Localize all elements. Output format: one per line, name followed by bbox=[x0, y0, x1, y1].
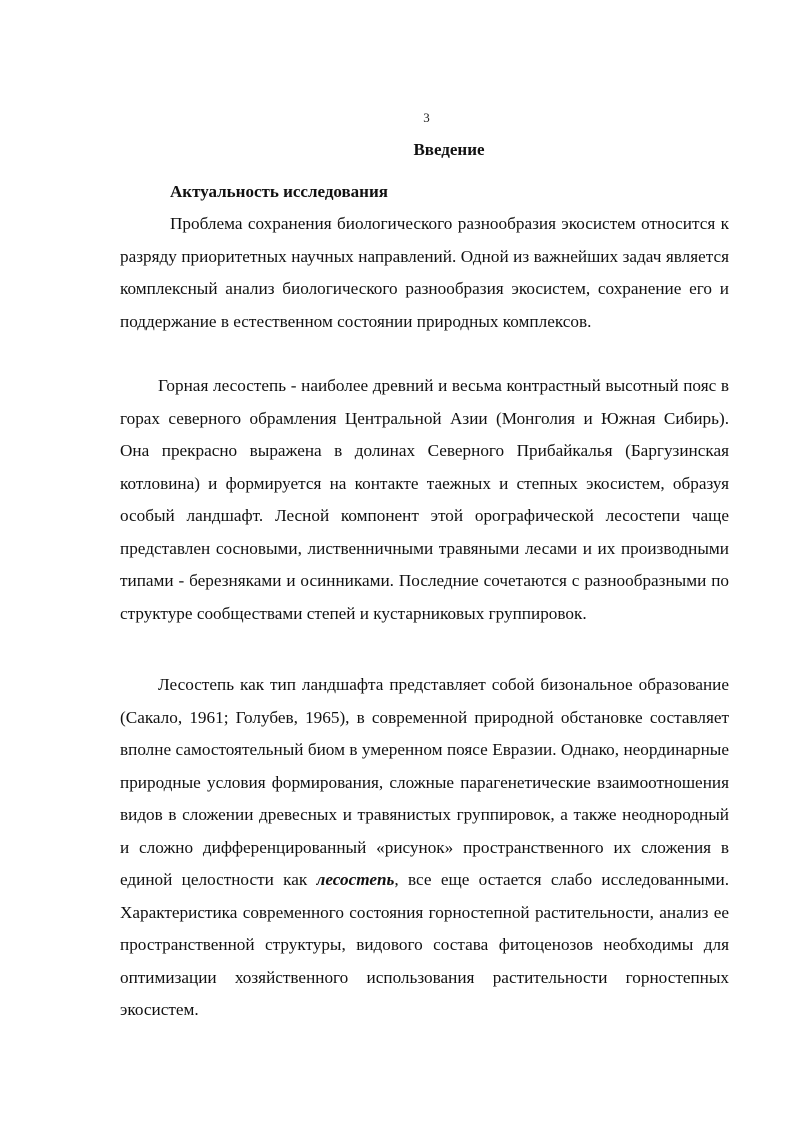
page-number: 3 bbox=[423, 110, 430, 125]
paragraph-3 bbox=[120, 669, 729, 1027]
section-heading: Актуальность исследования bbox=[170, 182, 388, 201]
emphasized-term: лесостепь bbox=[316, 870, 395, 889]
page-title: Введение bbox=[413, 140, 485, 159]
paragraph-2: Горная лесостепь - наиболее древний и весьма контрастный высотный пояс в горах северного обрамления Центральной Азии (Монголия и Южная Сибирь). Она прекрасно выражена в долинах Северного Прибайкалья (Баргузинская котловина) и формируется на контакте таежных и степных экосистем, образуя особый ландшафт. Лесной компонент этой орографической лесостепи чаще представлен сосновыми, лиственничными травяными лесами и их производными типами - березняками и осинниками. Последние сочетаются с разнообразными по структуре сообществами степей и кустарниковых группировок. bbox=[120, 376, 729, 623]
paragraph-3-text-end: , все еще остается слабо исследованными. Характеристика современного состояния горностепной растительности, анализ ее пространственной структуры, видового состава фитоценозов необходимы для оптимизации хозяйственного использования растительности горностепных экосистем. bbox=[120, 870, 730, 1019]
paragraph-1: Проблема сохранения биологического разнообразия экосистем относится к разряду приоритетных научных направлений. Одной из важнейших задач является комплексный анализ биологического разнообразия экосистем, сохранение его и поддержание в естественном состоянии природных комплексов. bbox=[120, 214, 729, 331]
paragraph-3-text-start: Лесостепь как тип ландшафта представляет собой бизональное образование (Сакало, 1961; Голубев, 1965), в современной природной обстановке составляет вполне самостоятельный биом в умеренном поясе Евразии. Однако, неординарные природные условия формирования, сложные парагенетические взаимоотношения видов в сложении древесных и травянистых группировок, а также неоднородный и сложно дифференцированный «рисунок» пространственного их сложения в единой целостности как bbox=[120, 675, 729, 889]
